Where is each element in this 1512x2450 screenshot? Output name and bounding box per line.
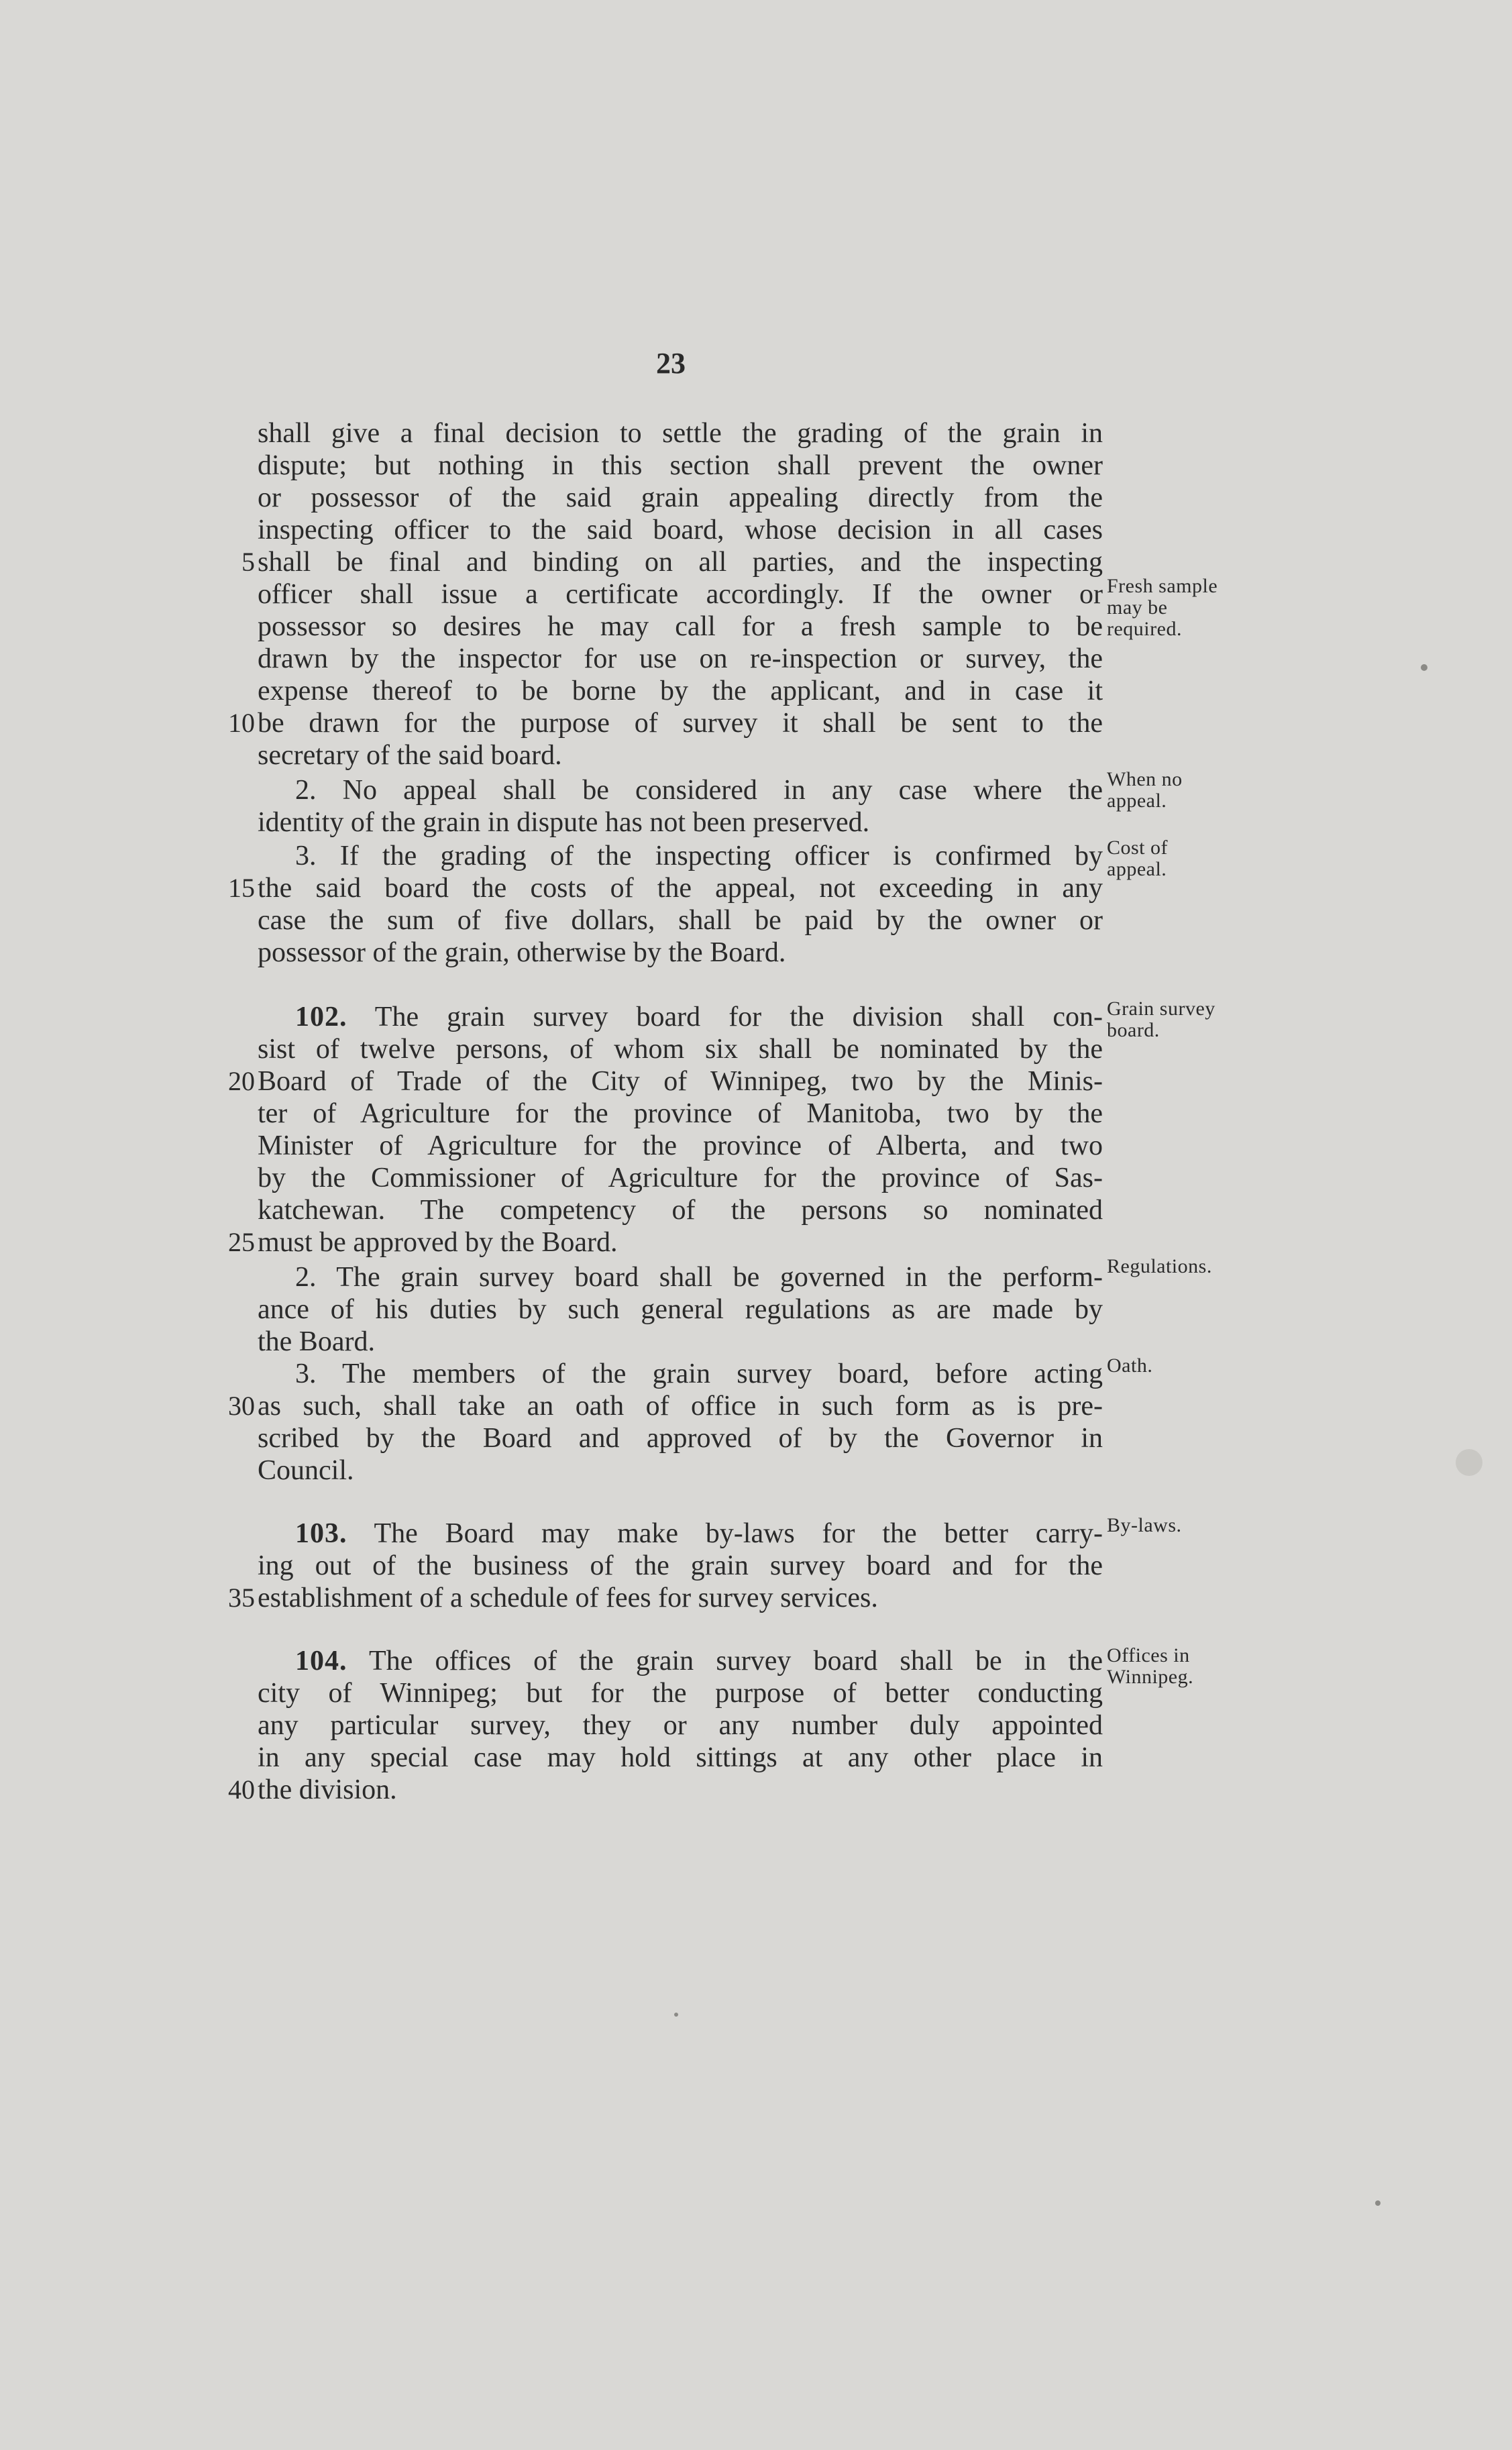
text-line <box>258 1742 1103 1774</box>
line-text: any particular survey, they or any number duly appointed <box>258 1710 1103 1741</box>
line-text: ter of Agriculture for the province of Manitoba, two by the <box>258 1098 1103 1129</box>
text-line <box>258 707 1103 739</box>
text-line <box>258 1194 1103 1226</box>
line-text: Board of Trade of the City of Winnipeg, two by the Minis- <box>258 1066 1103 1097</box>
text-line <box>258 1517 1103 1550</box>
line-text: Minister of Agriculture for the province of Alberta, and two <box>258 1130 1103 1161</box>
margin-note-line: may be <box>1107 596 1168 619</box>
line-number: 5 <box>241 547 255 577</box>
text-line <box>258 937 1103 969</box>
line-text: be drawn for the purpose of survey it shall be sent to the <box>258 708 1103 739</box>
line-text: sist of twelve persons, of whom six shall be nominated by the <box>258 1034 1103 1065</box>
text-line <box>258 1162 1103 1194</box>
line-text: 2. No appeal shall be considered in any case where the <box>295 775 1103 806</box>
text-line <box>258 643 1103 675</box>
paper-speck <box>674 2013 678 2017</box>
line-text: secretary of the said board. <box>258 740 562 771</box>
paper-speck <box>1421 664 1427 671</box>
line-number: 30 <box>228 1391 255 1421</box>
paper-speck <box>1375 2200 1381 2206</box>
text-line <box>258 806 1103 839</box>
text-line <box>258 1422 1103 1454</box>
line-text: The grain survey board for the division shall con- <box>347 1002 1103 1032</box>
line-text: ing out of the business of the grain survey board and for the <box>258 1550 1103 1581</box>
line-text: ance of his duties by such general regulations as are made by <box>258 1294 1103 1325</box>
line-text: establishment of a schedule of fees for survey services. <box>258 1583 878 1613</box>
text-line <box>258 1582 1103 1614</box>
text-line <box>258 739 1103 771</box>
line-text: identity of the grain in dispute has not been preserved. <box>258 807 870 838</box>
text-line <box>258 610 1103 643</box>
text-line <box>258 417 1103 449</box>
text-line <box>258 1065 1103 1098</box>
line-text: Council. <box>258 1455 354 1486</box>
line-number: 15 <box>228 873 255 903</box>
line-text: 2. The grain survey board shall be governed in the perform- <box>295 1262 1103 1293</box>
line-text: the said board the costs of the appeal, not exceeding in any <box>258 873 1103 904</box>
line-text: 3. If the grading of the inspecting officer is confirmed by <box>295 841 1103 871</box>
text-line <box>258 1130 1103 1162</box>
line-number: 35 <box>228 1583 255 1613</box>
line-text: 3. The members of the grain survey board, before acting <box>295 1359 1103 1389</box>
text-line <box>258 840 1103 872</box>
line-text: shall be final and binding on all parties, and the inspecting <box>258 547 1103 578</box>
section-number: 103. <box>295 1518 347 1549</box>
text-line <box>258 1358 1103 1390</box>
line-text: officer shall issue a certificate accordingly. If the owner or <box>258 579 1103 610</box>
line-text: in any special case may hold sittings at any other place in <box>258 1742 1103 1773</box>
margin-note-line: Winnipeg. <box>1107 1666 1194 1688</box>
margin-note <box>1107 837 1261 880</box>
margin-note-line: board. <box>1107 1019 1160 1041</box>
text-line <box>258 1326 1103 1358</box>
line-text: scribed by the Board and approved of by the Governor in <box>258 1423 1103 1454</box>
line-text: drawn by the inspector for use on re-inspection or survey, the <box>258 643 1103 674</box>
line-text: dispute; but nothing in this section shall prevent the owner <box>258 450 1103 481</box>
page-number: 23 <box>656 347 686 380</box>
text-line <box>258 1261 1103 1293</box>
line-text: case the sum of five dollars, shall be paid by the owner or <box>258 905 1103 936</box>
margin-note <box>1107 576 1261 640</box>
line-text: shall give a final decision to settle the grading of the grain in <box>258 418 1103 449</box>
margin-note <box>1107 769 1261 812</box>
margin-note <box>1107 1645 1261 1688</box>
line-text: The Board may make by-laws for the better carry- <box>347 1518 1103 1549</box>
section-number: 104. <box>295 1646 347 1676</box>
line-text: expense thereof to be borne by the applicant, and in case it <box>258 676 1103 706</box>
margin-note <box>1107 1256 1261 1277</box>
line-text: as such, shall take an oath of office in such form as is pre- <box>258 1391 1103 1422</box>
line-number: 10 <box>228 708 255 738</box>
margin-note-line: required. <box>1107 618 1182 640</box>
margin-note-line: Offices in <box>1107 1644 1190 1666</box>
text-line <box>258 1098 1103 1130</box>
margin-note <box>1107 1355 1261 1377</box>
text-line <box>258 675 1103 707</box>
text-line <box>258 578 1103 610</box>
line-text: must be approved by the Board. <box>258 1227 618 1258</box>
text-line <box>258 1677 1103 1709</box>
margin-note-line: appeal. <box>1107 790 1167 812</box>
line-text: The offices of the grain survey board shall be in the <box>347 1646 1103 1676</box>
text-line <box>258 1645 1103 1677</box>
text-line <box>258 872 1103 904</box>
paper-smudge <box>1456 1449 1482 1476</box>
text-line <box>258 774 1103 806</box>
margin-note-line: Oath. <box>1107 1354 1153 1377</box>
line-number: 20 <box>228 1066 255 1096</box>
text-line <box>258 1550 1103 1582</box>
line-text: city of Winnipeg; but for the purpose of better conducting <box>258 1678 1103 1709</box>
margin-note-line: Regulations. <box>1107 1255 1212 1277</box>
text-line <box>258 904 1103 937</box>
text-line <box>258 514 1103 546</box>
section-number: 102. <box>295 1002 347 1032</box>
text-line <box>258 1709 1103 1742</box>
line-number: 25 <box>228 1227 255 1257</box>
margin-note-line: Fresh sample <box>1107 575 1218 597</box>
text-line <box>258 1293 1103 1326</box>
margin-note <box>1107 1515 1261 1536</box>
line-number: 40 <box>228 1774 255 1805</box>
text-line <box>258 1033 1103 1065</box>
text-line <box>258 1226 1103 1259</box>
text-line <box>258 449 1103 482</box>
margin-note-line: Grain survey <box>1107 998 1216 1020</box>
line-text: by the Commissioner of Agriculture for the province of Sas- <box>258 1163 1103 1193</box>
margin-note-line: appeal. <box>1107 858 1167 880</box>
line-text: possessor of the grain, otherwise by the Board. <box>258 937 786 968</box>
line-text: katchewan. The competency of the persons so nominated <box>258 1195 1103 1226</box>
margin-note <box>1107 998 1261 1041</box>
margin-note-line: When no <box>1107 768 1183 790</box>
text-line <box>258 1454 1103 1487</box>
text-line <box>258 1001 1103 1033</box>
margin-note-line: Cost of <box>1107 837 1169 859</box>
line-text: the Board. <box>258 1326 375 1357</box>
text-line <box>258 1390 1103 1422</box>
text-line <box>258 482 1103 514</box>
line-text: the division. <box>258 1774 397 1805</box>
line-text: or possessor of the said grain appealing directly from the <box>258 482 1103 513</box>
margin-note-line: By-laws. <box>1107 1514 1182 1536</box>
line-text: possessor so desires he may call for a fresh sample to be <box>258 611 1103 642</box>
text-line <box>258 1774 1103 1806</box>
text-line <box>258 546 1103 578</box>
line-text: inspecting officer to the said board, whose decision in all cases <box>258 515 1103 545</box>
